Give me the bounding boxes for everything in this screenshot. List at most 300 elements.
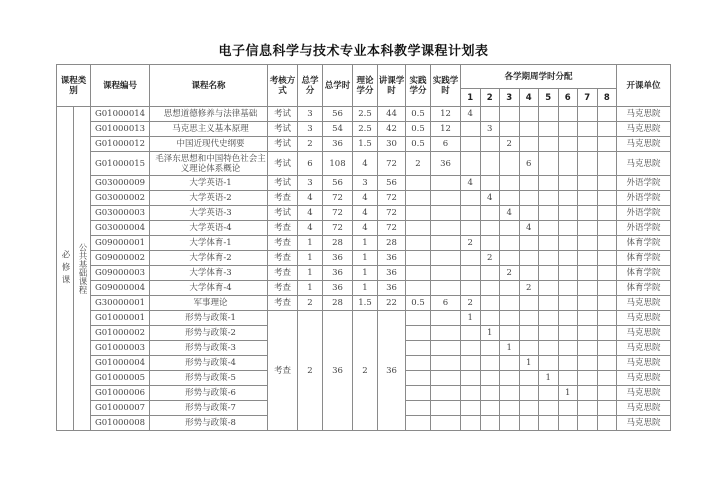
cell-practice-hours: [431, 311, 461, 326]
cell-practice-credits: [406, 371, 431, 386]
category-level2: 公共基础课程: [74, 107, 91, 431]
semester-hours-6: [558, 401, 578, 416]
semester-hours-5: [539, 416, 559, 431]
semester-hours-8: [597, 356, 617, 371]
semester-hours-1: [461, 386, 481, 401]
semester-hours-1: [461, 137, 481, 152]
table-body: [57, 107, 671, 431]
course-name: 形势与政策-4: [150, 356, 268, 371]
semester-hours-1: [461, 281, 481, 296]
semester-hours-8: [597, 401, 617, 416]
course-code: G09000003: [91, 266, 150, 281]
semester-hours-2: 2: [480, 251, 500, 266]
cell-theory-credits: 3: [353, 176, 378, 191]
semester-hours-3: [500, 176, 520, 191]
semester-hours-4: [519, 326, 539, 341]
teaching-unit: 马克思院: [617, 122, 671, 137]
cell-total-credits: 2: [298, 296, 323, 311]
cell-theory-credits: 1: [353, 281, 378, 296]
cell-practice-credits: 2: [406, 152, 431, 176]
table-row: [57, 191, 671, 206]
semester-hours-4: [519, 341, 539, 356]
semester-hours-1: [461, 206, 481, 221]
merged-total-credits: 2: [298, 311, 323, 431]
cell-exam: 考查: [268, 191, 298, 206]
header-code: 课程编号: [91, 65, 150, 107]
semester-hours-3: [500, 311, 520, 326]
cell-total-hours: 36: [323, 251, 353, 266]
semester-hours-1: [461, 401, 481, 416]
cell-total-hours: 72: [323, 221, 353, 236]
semester-hours-6: [558, 122, 578, 137]
semester-hours-2: [480, 281, 500, 296]
cell-practice-hours: 12: [431, 107, 461, 122]
cell-lecture-hours: 28: [378, 236, 406, 251]
cell-exam: 考查: [268, 296, 298, 311]
cell-total-hours: 108: [323, 152, 353, 176]
cell-exam: 考查: [268, 221, 298, 236]
semester-hours-7: [578, 326, 598, 341]
semester-hours-5: [539, 296, 559, 311]
cell-lecture-hours: 22: [378, 296, 406, 311]
semester-hours-5: [539, 176, 559, 191]
semester-hours-5: [539, 356, 559, 371]
semester-hours-2: [480, 107, 500, 122]
cell-total-credits: 1: [298, 281, 323, 296]
semester-hours-4: 6: [519, 152, 539, 176]
semester-hours-5: [539, 326, 559, 341]
semester-hours-3: [500, 296, 520, 311]
cell-total-credits: 1: [298, 236, 323, 251]
semester-hours-2: [480, 137, 500, 152]
semester-hours-6: [558, 371, 578, 386]
semester-hours-7: [578, 266, 598, 281]
course-name: 形势与政策-8: [150, 416, 268, 431]
semester-hours-6: [558, 251, 578, 266]
header-name: 课程名称: [150, 65, 268, 107]
teaching-unit: 马克思院: [617, 371, 671, 386]
semester-hours-4: [519, 416, 539, 431]
semester-hours-7: [578, 251, 598, 266]
cell-practice-credits: 0.5: [406, 296, 431, 311]
semester-hours-3: [500, 236, 520, 251]
semester-hours-1: [461, 371, 481, 386]
semester-hours-6: [558, 311, 578, 326]
cell-exam: 考试: [268, 137, 298, 152]
cell-practice-credits: [406, 401, 431, 416]
semester-hours-6: [558, 107, 578, 122]
semester-hours-2: [480, 152, 500, 176]
merged-lecture-hours: 36: [378, 311, 406, 431]
semester-hours-8: [597, 341, 617, 356]
course-name: 形势与政策-2: [150, 326, 268, 341]
course-code: G09000002: [91, 251, 150, 266]
semester-hours-4: [519, 236, 539, 251]
cell-practice-credits: [406, 311, 431, 326]
semester-hours-4: 2: [519, 281, 539, 296]
cell-practice-hours: [431, 191, 461, 206]
cell-practice-hours: 12: [431, 122, 461, 137]
course-code: G03000002: [91, 191, 150, 206]
table-row: [57, 221, 671, 236]
cell-lecture-hours: 36: [378, 281, 406, 296]
cell-theory-credits: 4: [353, 152, 378, 176]
semester-hours-8: [597, 122, 617, 137]
cell-total-hours: 36: [323, 137, 353, 152]
teaching-unit: 外语学院: [617, 191, 671, 206]
semester-hours-7: [578, 152, 598, 176]
teaching-unit: 马克思院: [617, 356, 671, 371]
teaching-unit: 马克思院: [617, 386, 671, 401]
course-name: 形势与政策-5: [150, 371, 268, 386]
semester-hours-4: [519, 137, 539, 152]
course-code: G01000007: [91, 401, 150, 416]
semester-hours-6: [558, 206, 578, 221]
semester-hours-8: [597, 266, 617, 281]
course-code: G09000004: [91, 281, 150, 296]
course-code: G01000005: [91, 371, 150, 386]
teaching-unit: 马克思院: [617, 401, 671, 416]
teaching-unit: 马克思院: [617, 311, 671, 326]
cell-theory-credits: 1: [353, 236, 378, 251]
semester-hours-2: [480, 311, 500, 326]
semester-hours-2: [480, 356, 500, 371]
cell-exam: 考试: [268, 152, 298, 176]
cell-practice-credits: [406, 386, 431, 401]
table-row: [57, 107, 671, 122]
cell-total-hours: 54: [323, 122, 353, 137]
semester-hours-7: [578, 296, 598, 311]
header-semester-2: 2: [480, 89, 500, 107]
table-row: [57, 122, 671, 137]
semester-hours-6: [558, 356, 578, 371]
semester-hours-1: 2: [461, 296, 481, 311]
semester-hours-4: 1: [519, 356, 539, 371]
semester-hours-8: [597, 326, 617, 341]
semester-hours-3: [500, 371, 520, 386]
cell-theory-credits: 2.5: [353, 107, 378, 122]
semester-hours-1: [461, 191, 481, 206]
course-code: G01000014: [91, 107, 150, 122]
cell-total-hours: 72: [323, 206, 353, 221]
course-code: G03000009: [91, 176, 150, 191]
semester-hours-7: [578, 176, 598, 191]
semester-hours-3: [500, 356, 520, 371]
semester-hours-4: [519, 122, 539, 137]
semester-hours-3: 2: [500, 266, 520, 281]
semester-hours-1: [461, 251, 481, 266]
cell-total-hours: 56: [323, 176, 353, 191]
semester-hours-5: [539, 206, 559, 221]
semester-hours-5: [539, 341, 559, 356]
semester-hours-4: [519, 386, 539, 401]
teaching-unit: 马克思院: [617, 107, 671, 122]
semester-hours-2: [480, 176, 500, 191]
semester-hours-2: 3: [480, 122, 500, 137]
header-semester-4: 4: [519, 89, 539, 107]
cell-practice-credits: [406, 341, 431, 356]
semester-hours-6: [558, 416, 578, 431]
table-row: [57, 296, 671, 311]
cell-theory-credits: 4: [353, 206, 378, 221]
semester-hours-1: [461, 326, 481, 341]
course-name: 大学英语-1: [150, 176, 268, 191]
cell-practice-credits: 0.5: [406, 107, 431, 122]
course-code: G03000003: [91, 206, 150, 221]
cell-total-credits: 2: [298, 137, 323, 152]
semester-hours-3: 1: [500, 341, 520, 356]
header-semester-6: 6: [558, 89, 578, 107]
cell-total-credits: 4: [298, 191, 323, 206]
semester-hours-1: 2: [461, 236, 481, 251]
cell-practice-hours: [431, 236, 461, 251]
header-semester-1: 1: [461, 89, 481, 107]
course-code: G01000002: [91, 326, 150, 341]
cell-practice-hours: [431, 266, 461, 281]
semester-hours-6: [558, 221, 578, 236]
header-category: 课程类别: [57, 65, 91, 107]
teaching-unit: 体育学院: [617, 266, 671, 281]
cell-practice-hours: [431, 326, 461, 341]
semester-hours-8: [597, 311, 617, 326]
cell-theory-credits: 4: [353, 191, 378, 206]
semester-hours-5: [539, 266, 559, 281]
cell-total-credits: 1: [298, 251, 323, 266]
cell-practice-credits: [406, 326, 431, 341]
semester-hours-8: [597, 137, 617, 152]
course-name: 马克思主义基本原理: [150, 122, 268, 137]
cell-practice-hours: [431, 416, 461, 431]
semester-hours-8: [597, 107, 617, 122]
semester-hours-8: [597, 176, 617, 191]
semester-hours-3: [500, 416, 520, 431]
header-semester-7: 7: [578, 89, 598, 107]
semester-hours-2: [480, 266, 500, 281]
cell-exam: 考查: [268, 236, 298, 251]
header-semester-8: 8: [597, 89, 617, 107]
cell-practice-hours: 6: [431, 137, 461, 152]
semester-hours-3: 4: [500, 206, 520, 221]
semester-hours-5: [539, 386, 559, 401]
teaching-unit: 马克思院: [617, 152, 671, 176]
semester-hours-6: [558, 266, 578, 281]
semester-hours-3: 2: [500, 137, 520, 152]
semester-hours-5: [539, 122, 559, 137]
cell-total-credits: 4: [298, 221, 323, 236]
cell-lecture-hours: 72: [378, 221, 406, 236]
cell-practice-credits: [406, 206, 431, 221]
course-name: 大学体育-4: [150, 281, 268, 296]
cell-practice-credits: 0.5: [406, 137, 431, 152]
semester-hours-5: [539, 281, 559, 296]
cell-lecture-hours: 36: [378, 251, 406, 266]
course-name: 形势与政策-6: [150, 386, 268, 401]
cell-theory-credits: 1.5: [353, 296, 378, 311]
teaching-unit: 体育学院: [617, 236, 671, 251]
semester-hours-4: [519, 191, 539, 206]
cell-total-hours: 28: [323, 296, 353, 311]
semester-hours-1: [461, 266, 481, 281]
table-row: [57, 152, 671, 176]
semester-hours-1: [461, 356, 481, 371]
semester-hours-5: 1: [539, 371, 559, 386]
cell-theory-credits: 1: [353, 266, 378, 281]
header-practice-credits: 实践学分: [406, 65, 431, 107]
semester-hours-8: [597, 251, 617, 266]
course-name: 毛泽东思想和中国特色社会主义理论体系概论: [150, 152, 268, 176]
semester-hours-4: [519, 371, 539, 386]
cell-total-hours: 36: [323, 266, 353, 281]
semester-hours-8: [597, 152, 617, 176]
semester-hours-7: [578, 416, 598, 431]
cell-total-credits: 3: [298, 176, 323, 191]
semester-hours-8: [597, 371, 617, 386]
semester-hours-7: [578, 236, 598, 251]
cell-total-credits: 6: [298, 152, 323, 176]
cell-exam: 考查: [268, 281, 298, 296]
semester-hours-3: [500, 191, 520, 206]
cell-practice-hours: [431, 341, 461, 356]
cell-total-credits: 4: [298, 206, 323, 221]
cell-practice-credits: [406, 281, 431, 296]
teaching-unit: 外语学院: [617, 206, 671, 221]
teaching-unit: 马克思院: [617, 341, 671, 356]
semester-hours-4: [519, 311, 539, 326]
cell-total-hours: 72: [323, 191, 353, 206]
course-code: G01000001: [91, 311, 150, 326]
cell-lecture-hours: 42: [378, 122, 406, 137]
course-code: G01000012: [91, 137, 150, 152]
semester-hours-7: [578, 371, 598, 386]
cell-practice-hours: [431, 356, 461, 371]
semester-hours-5: [539, 152, 559, 176]
page-title: 电子信息科学与技术专业本科教学课程计划表: [218, 44, 489, 59]
semester-hours-8: [597, 191, 617, 206]
cell-theory-credits: 1: [353, 251, 378, 266]
header-semester-3: 3: [500, 89, 520, 107]
semester-hours-5: [539, 137, 559, 152]
merged-theory-credits: 2: [353, 311, 378, 431]
teaching-unit: 马克思院: [617, 137, 671, 152]
cell-theory-credits: 4: [353, 221, 378, 236]
semester-hours-4: [519, 401, 539, 416]
semester-hours-2: [480, 401, 500, 416]
cell-practice-credits: [406, 221, 431, 236]
semester-hours-3: [500, 281, 520, 296]
semester-hours-2: [480, 386, 500, 401]
cell-practice-credits: [406, 236, 431, 251]
teaching-unit: 马克思院: [617, 416, 671, 431]
semester-hours-3: [500, 152, 520, 176]
semester-hours-5: [539, 191, 559, 206]
semester-hours-2: 4: [480, 191, 500, 206]
course-code: G01000008: [91, 416, 150, 431]
cell-practice-hours: [431, 281, 461, 296]
semester-hours-6: [558, 176, 578, 191]
semester-hours-6: [558, 236, 578, 251]
cell-lecture-hours: 30: [378, 137, 406, 152]
semester-hours-4: [519, 176, 539, 191]
cell-lecture-hours: 72: [378, 191, 406, 206]
semester-hours-8: [597, 386, 617, 401]
semester-hours-3: [500, 122, 520, 137]
semester-hours-6: [558, 341, 578, 356]
table-row: [57, 137, 671, 152]
semester-hours-1: 1: [461, 311, 481, 326]
cell-total-credits: 3: [298, 122, 323, 137]
semester-hours-4: 4: [519, 221, 539, 236]
semester-hours-6: [558, 296, 578, 311]
semester-hours-2: [480, 371, 500, 386]
semester-hours-7: [578, 221, 598, 236]
cell-practice-credits: [406, 266, 431, 281]
header-semester-5: 5: [539, 89, 559, 107]
semester-hours-3: [500, 401, 520, 416]
course-name: 大学体育-1: [150, 236, 268, 251]
cell-exam: 考查: [268, 251, 298, 266]
cell-exam: 考试: [268, 206, 298, 221]
semester-hours-6: 1: [558, 386, 578, 401]
course-name: 形势与政策-3: [150, 341, 268, 356]
course-name: 大学英语-2: [150, 191, 268, 206]
teaching-unit: 体育学院: [617, 251, 671, 266]
semester-hours-8: [597, 206, 617, 221]
semester-hours-6: [558, 281, 578, 296]
semester-hours-2: [480, 416, 500, 431]
cell-lecture-hours: 36: [378, 266, 406, 281]
header-total-credits: 总学分: [298, 65, 323, 107]
merged-exam: 考查: [268, 311, 298, 431]
course-code: G01000006: [91, 386, 150, 401]
cell-practice-hours: [431, 371, 461, 386]
semester-hours-2: 1: [480, 326, 500, 341]
semester-hours-5: [539, 401, 559, 416]
semester-hours-4: [519, 251, 539, 266]
semester-hours-8: [597, 236, 617, 251]
semester-hours-7: [578, 341, 598, 356]
header-practice-hours: 实践学时: [431, 65, 461, 107]
cell-lecture-hours: 56: [378, 176, 406, 191]
course-name: 形势与政策-7: [150, 401, 268, 416]
semester-hours-7: [578, 137, 598, 152]
semester-hours-7: [578, 191, 598, 206]
semester-hours-2: [480, 221, 500, 236]
semester-hours-3: [500, 386, 520, 401]
cell-practice-credits: [406, 356, 431, 371]
semester-hours-2: [480, 341, 500, 356]
semester-hours-5: [539, 221, 559, 236]
cell-lecture-hours: 44: [378, 107, 406, 122]
cell-total-hours: 56: [323, 107, 353, 122]
course-name: 形势与政策-1: [150, 311, 268, 326]
semester-hours-1: 4: [461, 107, 481, 122]
semester-hours-7: [578, 356, 598, 371]
header-lecture-hours: 讲课学时: [378, 65, 406, 107]
teaching-unit: 外语学院: [617, 176, 671, 191]
cell-practice-hours: [431, 206, 461, 221]
cell-exam: 考试: [268, 107, 298, 122]
semester-hours-2: [480, 236, 500, 251]
cell-exam: 考试: [268, 176, 298, 191]
semester-hours-7: [578, 107, 598, 122]
table-row: [57, 176, 671, 191]
semester-hours-5: [539, 311, 559, 326]
cell-lecture-hours: 72: [378, 152, 406, 176]
course-code: G09000001: [91, 236, 150, 251]
semester-hours-8: [597, 281, 617, 296]
course-name: 大学体育-3: [150, 266, 268, 281]
cell-practice-hours: 36: [431, 152, 461, 176]
